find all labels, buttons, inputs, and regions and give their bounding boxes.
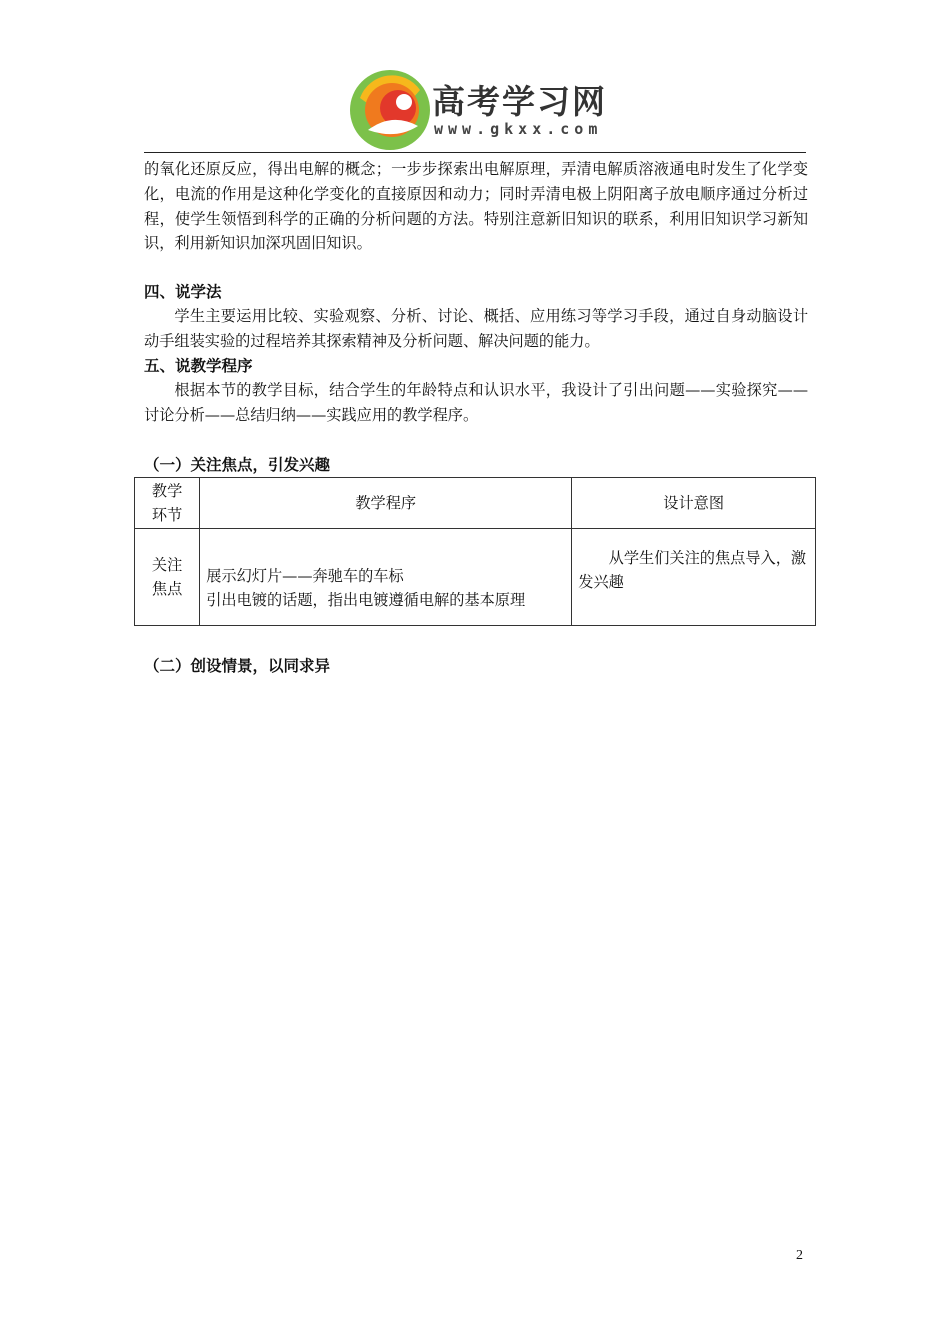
logo-url: www.gkxx.com <box>434 120 603 138</box>
intro-paragraph: 的氧化还原反应，得出电解的概念；一步步探索出电解原理，弄清电解质溶液通电时发生了化学变化，电流的作用是这种化学变化的直接原因和动力；同时弄清电极上阴阳离子放电顺序通过分析过程，使学生领悟到科学的正确的分析问题的方法。特别注意新旧知识的联系，利用旧知识学习新知识，利用新知识加深巩固旧知识。 <box>144 160 808 253</box>
logo-swirl-icon <box>348 68 432 152</box>
header-intent: 设计意图 <box>572 478 816 529</box>
logo-title: 高考学习网 <box>432 82 607 121</box>
header-stage: 教学 环节 <box>135 478 200 529</box>
cell-stage: 关注 焦点 <box>135 529 200 626</box>
site-logo <box>348 68 618 152</box>
header-procedure: 教学程序 <box>200 478 572 529</box>
table-row <box>135 529 816 626</box>
procedure-table <box>134 477 816 626</box>
header-divider <box>144 152 806 153</box>
subsection-heading-2: （二）创设情景，以同求异 <box>144 656 331 675</box>
section-heading-learning-method: 四、说学法 <box>144 282 222 301</box>
teaching-procedure-paragraph: 根据本节的教学目标，结合学生的年龄特点和认识水平，我设计了引出问题——实验探究——讨论分析——总结归纳——实践应用的教学程序。 <box>144 381 808 424</box>
section-heading-teaching-procedure: 五、说教学程序 <box>144 356 253 375</box>
cell-intent: 从学生们关注的焦点导入，激发兴趣 <box>572 529 816 626</box>
cell-procedure: 展示幻灯片——奔驰车的车标 引出电镀的话题，指出电镀遵循电解的基本原理 <box>200 529 572 626</box>
table-header-row <box>135 478 816 529</box>
learning-method-paragraph: 学生主要运用比较、实验观察、分析、讨论、概括、应用练习等学习手段，通过自身动脑设计动手组装实验的过程培养其探索精神及分析问题、解决问题的能力。 <box>144 307 808 350</box>
subsection-heading-1: （一）关注焦点，引发兴趣 <box>144 455 331 474</box>
page-number: 2 <box>796 1248 803 1263</box>
